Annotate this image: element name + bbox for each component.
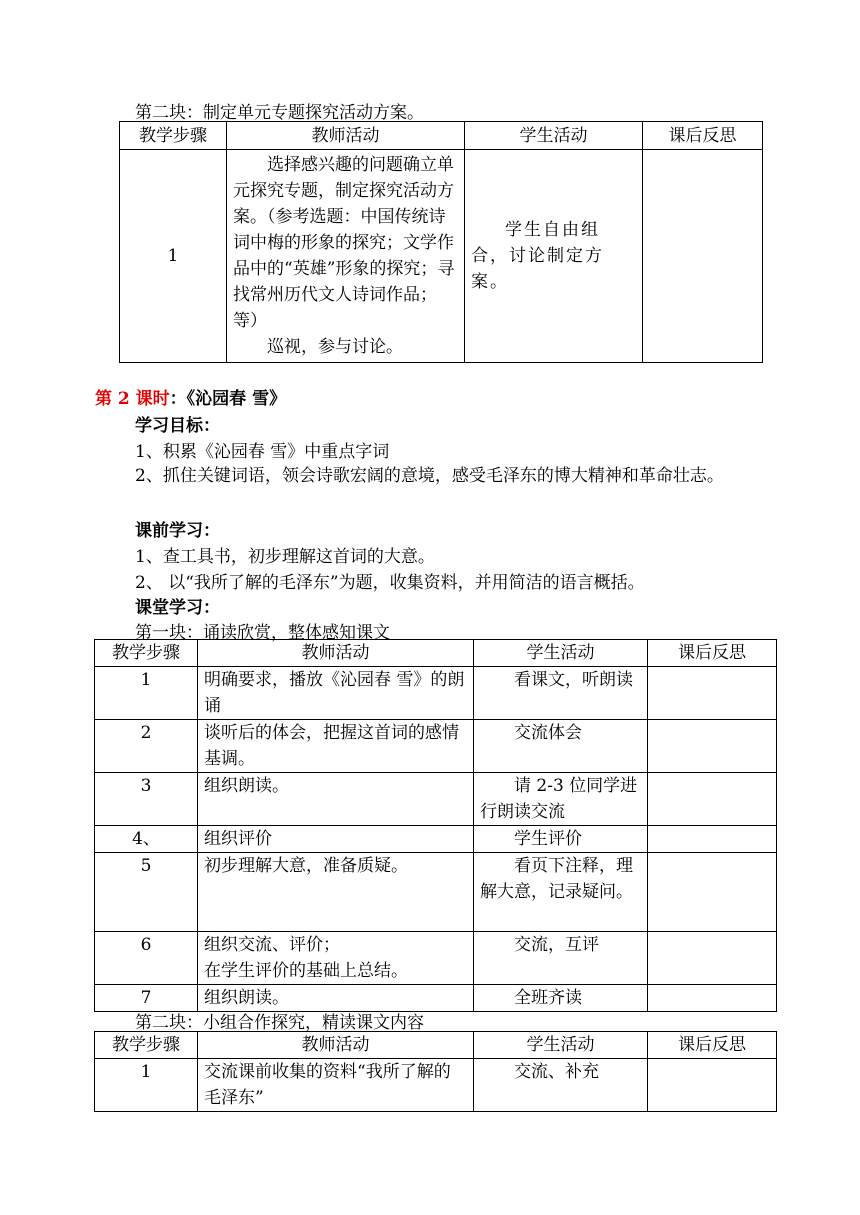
teacher-activity-cell: 组织评价 [198, 826, 474, 853]
step-cell: 2 [95, 720, 198, 773]
lesson-heading [95, 384, 286, 409]
objective-item: 2、抓住关键词语，领会诗歌宏阔的意境，感受毛泽东的博大精神和革命壮志。 [135, 466, 724, 486]
student-activity-cell: 请 2-3 位同学进行朗读交流 [474, 773, 648, 826]
activity-plan-table [119, 121, 763, 363]
step-cell: 1 [95, 1059, 198, 1112]
teacher-activity-text: 组织交流、评价； [204, 935, 340, 955]
header-teacher: 教师活动 [198, 640, 474, 667]
student-activity-cell: 学生评价 [474, 826, 648, 853]
block-title: 第二块：制定单元专题探究活动方案。 [135, 103, 424, 123]
prestudy-item: 1、查工具书，初步理解这首词的大意。 [135, 547, 435, 567]
reflection-cell [648, 932, 777, 985]
reflection-cell [648, 667, 777, 720]
reflection-cell [648, 773, 777, 826]
table-row [95, 773, 777, 826]
header-reflection: 课后反思 [643, 122, 763, 150]
table-row [95, 1059, 777, 1112]
header-student: 学生活动 [474, 640, 648, 667]
reflection-cell [648, 985, 777, 1012]
teacher-activity-cell [227, 150, 465, 363]
reflection-cell [648, 720, 777, 773]
table-row [95, 932, 777, 985]
header-teacher: 教师活动 [227, 122, 465, 150]
step-cell: 6 [95, 932, 198, 985]
step-cell: 3 [95, 773, 198, 826]
header-step: 教学步骤 [95, 640, 198, 667]
header-student: 学生活动 [474, 1032, 648, 1059]
teacher-activity-cell: 组织朗读。 [198, 773, 474, 826]
teacher-activity-cell: 谈听后的体会，把握这首词的感情基调。 [198, 720, 474, 773]
teacher-activity-cell: 明确要求，播放《沁园春 雪》的朗诵 [198, 667, 474, 720]
teacher-activity-cell: 组织朗读。 [198, 985, 474, 1012]
reflection-cell [648, 826, 777, 853]
group-study-table [94, 1031, 777, 1112]
block-title: 第二块：小组合作探究，精读课文内容 [135, 1013, 424, 1033]
objectives-heading: 学习目标： [135, 416, 220, 436]
header-step: 教学步骤 [95, 1032, 198, 1059]
lesson-title: ：《沁园春 雪》 [169, 389, 287, 409]
student-activity-cell: 全班齐读 [474, 985, 648, 1012]
student-activity-cell: 交流、补充 [474, 1059, 648, 1112]
teacher-activity-cell: 初步理解大意，准备质疑。 [198, 853, 474, 932]
step-cell: 5 [95, 853, 198, 932]
header-teacher: 教师活动 [198, 1032, 474, 1059]
step-cell: 1 [120, 150, 227, 363]
student-activity-cell: 学生自由组合，讨论制定方案。 [465, 150, 643, 363]
header-reflection: 课后反思 [648, 640, 777, 667]
step-cell: 7 [95, 985, 198, 1012]
table-row [95, 853, 777, 932]
student-activity-cell: 看页下注释，理解大意，记录疑问。 [474, 853, 648, 932]
table-row [95, 667, 777, 720]
reflection-cell [648, 853, 777, 932]
step-cell: 4、 [95, 826, 198, 853]
recitation-table [94, 639, 777, 1012]
teacher-activity-cell: 交流课前收集的资料“我所了解的毛泽东” [198, 1059, 474, 1112]
teacher-activity-text-2: 在学生评价的基础上总结。 [204, 961, 408, 981]
table-row [95, 720, 777, 773]
step-cell: 1 [95, 667, 198, 720]
class-heading: 课堂学习： [135, 598, 220, 618]
block-title: 第一块：诵读欣赏，整体感知课文 [135, 623, 390, 643]
student-activity-cell: 交流，互评 [474, 932, 648, 985]
header-step: 教学步骤 [120, 122, 227, 150]
student-activity-cell: 交流体会 [474, 720, 648, 773]
reflection-cell [643, 150, 763, 363]
header-reflection: 课后反思 [648, 1032, 777, 1059]
student-activity-cell: 看课文，听朗读 [474, 667, 648, 720]
prestudy-heading: 课前学习： [135, 521, 220, 541]
teacher-activity-text: 选择感兴趣的问题确立单元探究专题，制定探究活动方案。（参考选题：中国传统诗词中梅的形象的探究；文学作品中的“英雄”形象的探究；寻找常州历代文人诗词作品；等） [233, 155, 455, 331]
table-row [95, 826, 777, 853]
prestudy-item: 2、 以“我所了解的毛泽东”为题，收集资料，并用简洁的语言概括。 [135, 573, 645, 593]
teacher-activity-text-2: 巡视，参与讨论。 [267, 337, 403, 357]
lesson-label: 第 2 课时 [95, 389, 170, 409]
reflection-cell [648, 1059, 777, 1112]
objective-item: 1、积累《沁园春 雪》中重点字词 [135, 442, 390, 462]
header-student: 学生活动 [465, 122, 643, 150]
teacher-activity-cell [198, 932, 474, 985]
